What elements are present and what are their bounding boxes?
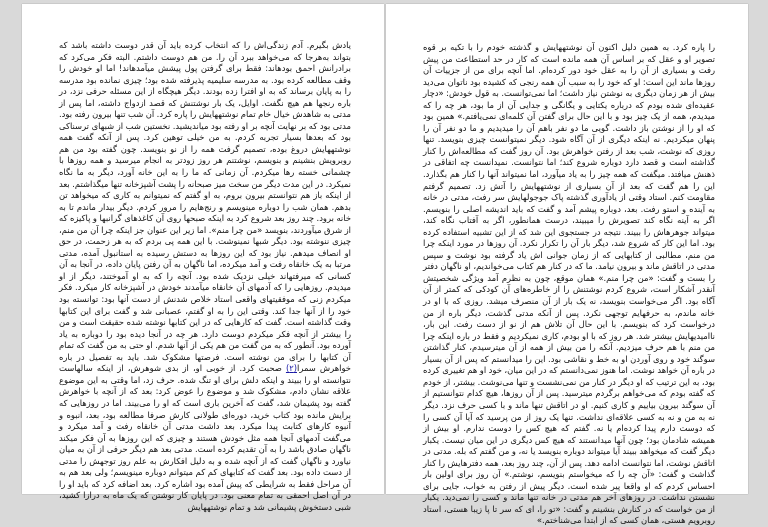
left-text-after-ref: صحبت کرد. از خوبی او، از بدی شوهرش، از اینکه سالهاست نتوانسته او را ببیند و اینکه دلش برای او تنگ شده. حرف زد، اما وقتی به این موضوع علاقه نشان دادم، مشکوک شد و موضوع را عوض کرد: بعد که از آنچه با خواهرش گفته بود پشیمان شد، گفت که آخرین باری است که او را می‌بیند. اما در روزهایی که برایش مانده بود کتاب خرید، دوره‌ای طولانی کارش صرفا مطالعه بود، بعد، انبوه و آنبوه کارهای کتابت پیدا میکرد. بعد داشت مدتی آن خانقاه رفت و آمد میکرد و می‌گفت آدمهای آنجا همه مثل خودش هستند و چیزی که این روزها به آن فکر میکند ناگهان صادق باشد را به آن تقدیم کرده است. مدتی بعد هم دیگر حرفی از آن به ميان نياورد و ناگهان گفت که از آنچه شده و به دلیل افکارش به علم روز توجهش را مدتی از دست داده بود. بعد گفت که کتابهای کم کم میتوانم دوباره مینویسم؛ ولی بعد هم به آن مراحل فقط به شرایطی که پیش آمده بود اشاره کرد. بعد اضافه کرد که باید او را در آن اصل احمقی به تمام معنی بود. در پایان کار نوشتن که یک ماه به درازا کشید، شبی دستخوش پشیمانی شد و تمام نوشتههایش <box>59 363 351 512</box>
footnote-reference-link[interactable]: (۲) <box>285 363 297 374</box>
page-left-text <box>59 40 351 513</box>
document-page-left <box>22 4 384 512</box>
left-text-before-ref: یادش بگیرم. آدم زندگی‌اش را که انتخاب کرده باید آن قدر دوست داشته باشد که بتواند به‌هرجا که می‌خواهد ببرد آن را. من هم دوست داشتم. البته فکر می‌کرد که برادرانش احمق بودهاند: فقط برای گرفتن پول پیشش میآمدهاند! اما او خودش را وقف مطالعه کرده بود. به مدرسه سلیمیه پذیرفته شده بود؛ چیزی نمانده بود مدرسه را به پایان برساند که به او افترا زده بودند. دیگر هیچگاه از این مسئله حرفی نزد، در باره رنجها هم هیچ نگفت. اوایل، یک بار نوشتنش که قصد ازدواج داشته، اما پس از مدتی به شاهدش خیال خام تمام نوشتههایش را پاره کرد. آن شب تنها بیرون رفته بود. مدتی بود که بر نهایت آنچه بر او رفته بود میاندیشید. نخستین شب از شبهای ترسناکی بود که بعدها بسیار تجربه کردم. به من خیلی توهین کرد. پس از آنکه گفت همه نوشتههایش دروغ بوده، تصمیم گرفت همه را از نو بنویسد. چون گفته بود من هم روبرویش بنشینم و بنویسم، نوشتنم هر روز زودتر به انجام میرسید و همه روزها با چشمانی خسته رها میکردم. آن زمانی که ما را به این خانه آورد، دیگر به ما نگاه نمیکرد. در این مدت دیگر من سخت میز صبحانه را پشت آشپزخانه تنها میگذاشتم. بعد از اینکه باز هم نتوانستم بیرون بروم، به او گفتم که نمیتوانم به کاری که میخواهد تن بدهم. همان شب را دوباره مینویسم و رنج‌هایم را مرور کردم. دیگر بیدار ماندم تا به خانه برود. چند روز بعد شروع کرد به اینکه صبحها روی آن کاغذهای گرانبها و پاکیزه که از شرق میآوردند، بنویسد «من چرا منم». اما زیر این عنوان جز اینکه چرا آن من منم، چیزی ننوشته بود. دیگر شبها نمینوشت. با این همه پی بردم که به هر زحمت، در حق او انصاف میدهم. نیاز بود که این روزها به دستش رسیده به استانبول آمده، مدتی مرتبا به یک خانقاه رفت و آمد میکرده، اما ناگهان به آن رفتن پایان داده، در آنجا به آن کسانی که میرفتهاند خیلی نزدیک شده بود. آنچه را که به او آموختند، دیگر از او میدیدم. روزهایی را که آدمهای آن خانقاه میآمدند خودش در آشپزخانه کار میکرد. فکر میکردم زنی که موفقیتهای واقعی استاد خلاص شدنش از دست آنها بود: توانسته بود خود را از آنها جدا کند. وقتی این را به او گفتم، عصبانی شد و گفت برای این کتابها وقت گذاشته است. گفت که کارهایی که در این کتابها نوشته شده حقیقت است و من را بیشتر از آنچه فکر میکردم دوست دارد. هر چه در آنجا دیده بود را دوباره به یاد آورده بود. آنطور که به من گفت من هم یکی از آنها شدم. او حتی به من گفت که تمام آن کتابها را برای من نوشته است. فرصتها مشکوک شد. باید به تفصیل در باره خواهرش سمرا <box>59 40 351 374</box>
page-right-text: را پاره کرد. به همین دلیل اکنون آن نوشتههایش و گذشته خودم را با تکیه بر قوه تصویر او و عقل که بر اساس آن همه مانده است که کار در حد استطاعت من پیش رفت و بسیاری از آن را به عقل خود دور کرده‌ام. اما آنچه برای من از جزییات آن روزها ماند این است: او که خود را به سبب آن همه رنجی که کشیده بود ناتوان می‌دید بیش از هر زمان دیگری به نوشتن نیاز داشت؛ اما نمی‌توانست. به قول خودش: «دچار عقیده‌ای شده بودم که درباره یکتایی و یگانگی و جدایی آن از ما بود، هر چه را که میدیدم، همه از یک چیز بود و با این حال برای گفتن آن کلمه‌ای نمی‌یافتم.» همین بود که او را از نوشتن باز داشت. گویی ما دو نفر باهم آن را میدیدیم و ما دو نفر آن را پنهان میکردیم. نه اینکه دیگری از آن آگاه شود. دیگر نمیتوانست چیزی بنویسد. تنها روزی که نوشت، شب بعد از رفتن خواهرش بود. آن روز گفت که مطالعه‌اش را کنار گذاشته است و قصد دارد دوباره شروع کند؛ اما نتوانست. نمیدانست چه اتفاقی در ذهنش میافتد. میگفت که همه چیز را به یاد میآورد، اما نمیتواند آنها را کنار هم بگذارد. این را هم گفت که بعد از آن بسیاری از نوشتههایش را آتش زد. تصمیم گرفتم مقاومت کنم. استاد وقتی از یادآوری گذشته پاک جوجولهایش سر رفت، مدتی در خانه به آینده و استو رفت. بعد، دوباره پیشم آمد و گفت که باید اندیشه اصلی را بنویسم. اگر به آینه نگاه کند تصویرش را میبیند، درست همانطور، اگر به آفتاب نگاه کند، میتواند جوهرهاش را ببیند. نتیجه در جستجوی این شد که از این تشبیه استفاده کرده بود. اما این کار که شروع شد، دیگر بار آن را تکرار نکرد. آن روزها در مورد اینکه چرا من منم، مطالبی از کتابهایی که از زمان جوانی اش یاد گرفته بود نوشت و سپس مدتی در اتاقش ماند و بیرون نیامد. ما که در کنار هم کتاب می‌خواندیم، او ناگهان دفتر را بست و گفت: «من چرا منم.» همان موقع، چون به نظرم آمد ویژگی شخصیتش آنقدر آشکار است، شروع کردم نوشتنش را از خاطره‌های آن کودکی که کمتر از آن آگاه بود. اگر می‌خواست بنویسد، نه یک بار از آن منصرف میشد. روزی که با او در خانه ماندم، به حرفهایم توجهی نکرد. پس از آنکه مدتی گذشت، دیگر باره از من درخواست کرد که بنویسم. با این حال آن تلاش هم از نو از دست رفت. این بار، ناامیدیهایش بیشتر شد. هر روز که با او بودم، کاری نمیکردیم و فقط در باره اینکه چرا من منم با هم حرف میزدیم. آنکه را من بیش از همه از آن میترسیدم، کنار گذاشتن سوگند خود و روی آوردن او به خط و نقاشی بود. این را میدانستم که پس از آن بسیار در باره آن خواهد نوشت. اما هنوز نمی‌دانستم که در این میان، خود او هم تغییری کرده بود، به این ترتیب که او دیگر در کنار من نمی‌نشست و تنها می‌نوشت. بیشتر، از خودم که گفته بودم که می‌خواهم برگردم میترسید. پس از آن روزها، هیچ کدام نتوانستیم از آن سوگند بیرون بیاییم و کاری کنیم. او در اتاقش تنها ماند و با کسی حرف نزد. دیگر نه به من و نه به کسی علاقه‌ای نداشت. تنها یک روز از من پرسید که آیا آن کسی را که دوست دارم پیدا کرده‌ام یا نه. گفتم که هیچ کس را دوست ندارم. او بیش از همیشه شادمان بود؛ چون آنها میدانستند که هیچ کس دیگری در این میان نیست. یکبار دیگر گفت که میخواهد ببیند آیا میتواند دوباره بنویسد یا نه، و من گفتم که بله. مدتی در اتاقش نوشت، اما نتوانست ادامه دهد. پس از آن، چند روز بعد، همه دفترهایش را کنار گذاشت و گفت: «آن چه را که میخواستم بنویسم، نوشتم.» آن روز برای اولین بار احساس کردم که او واقعا پیر شده است. دیگر پیش از رفتن به خواب، جایی برای نشستن نداشت. در روزهای آخر هم مدتی در خانه تنها ماند و کسی را نمی‌دید. یکبار از من خواست که در کنارش بنشینم و گفت: «تو را، ای که سر تا پا زیبا هستی، استاد روبرویم هستی، همان کسی که از ابتدا می‌شناختم.» <box>423 42 715 526</box>
document-page-right <box>386 4 748 526</box>
